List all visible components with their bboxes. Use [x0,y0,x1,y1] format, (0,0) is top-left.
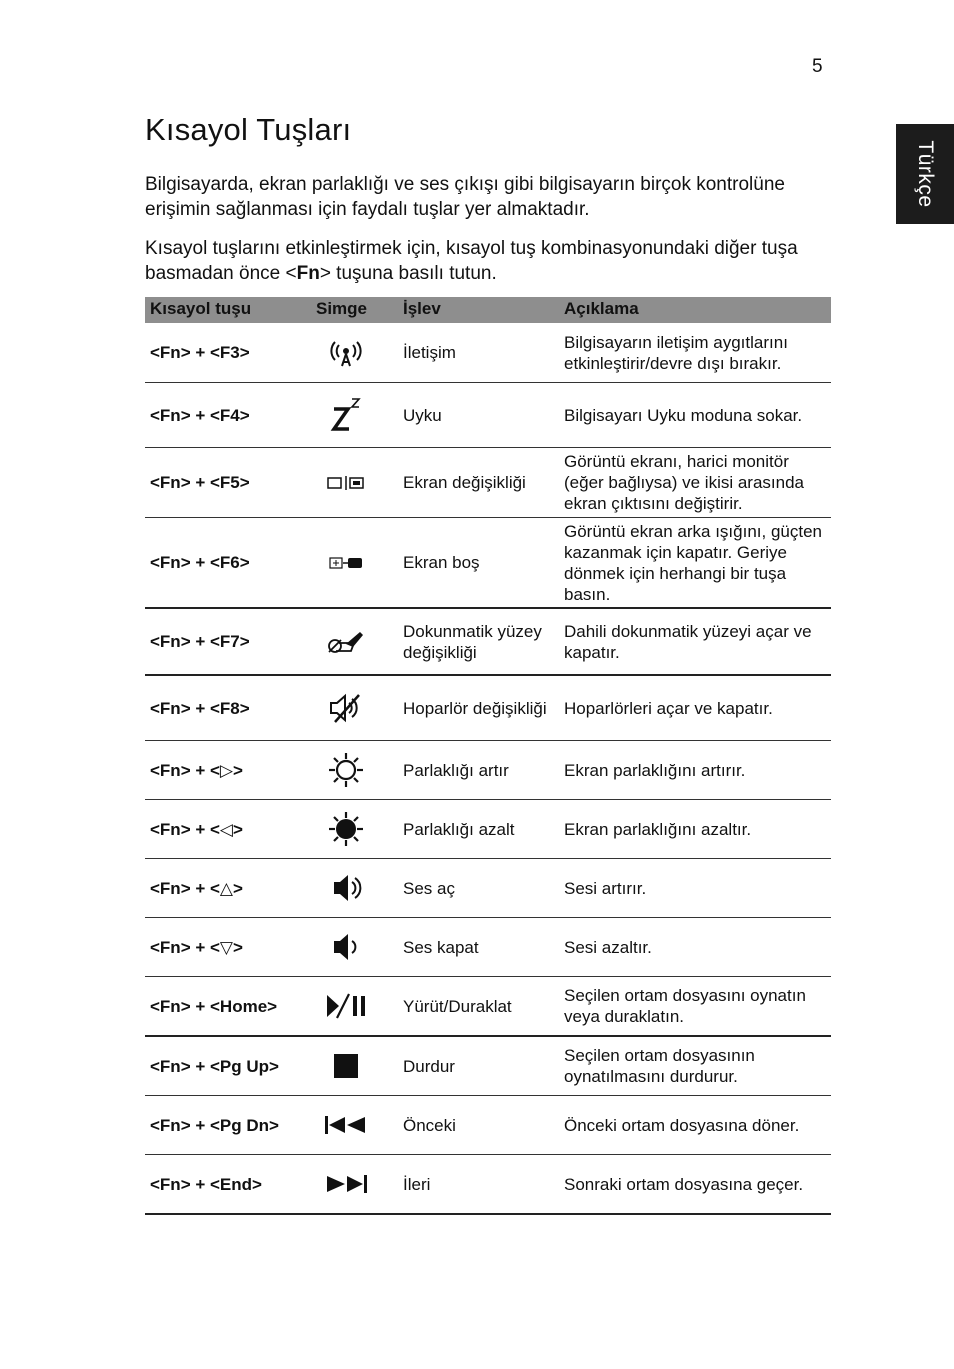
instruction-after: > tuşuna basılı tutun. [319,263,497,284]
header-icon: Simge [316,299,368,318]
next-icon [316,1155,376,1213]
shortcut-key: <Fn> + <▷> [150,760,243,780]
table-row [145,448,831,518]
shortcut-key: <Fn> + <F5> [150,473,250,492]
table-row [145,323,831,383]
function-label: Ekran boş [403,553,480,572]
table-row [145,800,831,859]
function-label: Hoparlör değişikliği [403,698,547,718]
instruction-paragraph [145,236,835,286]
instruction-before: Kısayol tuşlarını etkinleştirmek için, kısayol tuş kombinasyonundaki diğer tuşa basmadan önce < [145,238,798,284]
shortcut-key: <Fn> + <◁> [150,819,243,839]
display-toggle-icon [316,448,376,517]
shortcut-key: <Fn> + <△> [150,878,243,898]
stop-icon [316,1037,376,1095]
table-row [145,1037,831,1096]
table-row [145,741,831,800]
description-text: Bilgisayarın iletişim aygıtlarını etkinleştirir/devre dışı bırakır. [564,332,788,373]
header-description: Açıklama [564,299,639,318]
instruction-key: Fn [296,263,320,284]
table-header [145,297,831,323]
shortcut-key: <Fn> + <F8> [150,698,250,718]
function-label: Parlaklığı artır [403,760,509,780]
volume-down-icon [316,918,376,976]
volume-up-icon [316,859,376,917]
description-text: Sesi azaltır. [564,937,652,957]
description-text: Görüntü ekran arka ışığını, güçten kazanmak için kapatır. Geriye dönmek için herhangi bir tuşa basın. [564,521,822,604]
function-label: Parlaklığı azalt [403,819,515,839]
description-text: Seçilen ortam dosyasının oynatılmasını durdurur. [564,1046,755,1086]
description-text: Ekran parlaklığını artırır. [564,760,746,780]
description-text: Hoparlörleri açar ve kapatır. [564,698,773,718]
shortcut-key: <Fn> + <Pg Up> [150,1056,279,1076]
intro-paragraph: Bilgisayarda, ekran parlaklığı ve ses çıkışı gibi bilgisayarın birçok kontrolüne erişimin sağlanması için faydalı tuşlar yer almaktadır. [145,174,785,220]
table-row [145,518,831,609]
description-text: Sesi artırır. [564,878,647,898]
function-label: İleri [403,1174,431,1194]
function-label: Önceki [403,1115,456,1135]
table-row [145,1096,831,1155]
header-function: İşlev [403,299,441,318]
table-row [145,918,831,977]
play-pause-icon [316,977,376,1035]
function-label: Yürüt/Duraklat [403,996,512,1016]
function-label: Durdur [403,1056,455,1076]
touchpad-toggle-icon [316,609,376,674]
description-text: Sonraki ortam dosyasına geçer. [564,1174,804,1194]
shortcut-key: <Fn> + <▽> [150,937,243,957]
shortcut-key: <Fn> + <F6> [150,553,250,572]
sleep-icon [316,383,376,447]
shortcut-key: <Fn> + <F7> [150,632,250,651]
page-number: 5 [812,56,823,77]
brightness-down-icon [316,800,376,858]
shortcut-key: <Fn> + <End> [150,1174,262,1194]
table-row [145,383,831,448]
shortcut-key: <Fn> + <Home> [150,996,278,1016]
description-text: Bilgisayarı Uyku moduna sokar. [564,405,803,425]
function-label: Ses aç [403,878,455,898]
description-text: Dahili dokunmatik yüzeyi açar ve kapatır. [564,621,812,662]
shortcut-table [145,297,831,1215]
header-shortcut: Kısayol tuşu [150,299,252,318]
function-label: Dokunmatik yüzey değişikliği [403,621,542,662]
function-label: Ekran değişikliği [403,473,526,492]
function-label: Ses kapat [403,937,479,957]
shortcut-key: <Fn> + <F4> [150,405,250,425]
function-label: Uyku [403,405,442,425]
shortcut-key: <Fn> + <F3> [150,343,250,362]
brightness-up-icon [316,741,376,799]
table-row [145,977,831,1037]
language-tab-label: Türkçe [914,140,937,208]
wireless-icon [316,323,376,382]
description-text: Görüntü ekranı, harici monitör (eğer bağlıysa) ve ikisi arasında ekran çıktısını değiştirir. [564,452,805,513]
previous-icon [316,1096,376,1154]
table-row [145,676,831,741]
speaker-toggle-icon [316,676,376,740]
shortcut-key: <Fn> + <Pg Dn> [150,1115,279,1135]
language-tab [896,124,954,224]
table-row [145,609,831,676]
description-text: Önceki ortam dosyasına döner. [564,1115,800,1135]
description-text: Ekran parlaklığını azaltır. [564,819,752,839]
description-text: Seçilen ortam dosyasını oynatın veya duraklatın. [564,986,806,1026]
table-row [145,1155,831,1215]
page-title: Kısayol Tuşları [145,112,352,147]
function-label: İletişim [403,343,456,362]
display-off-icon [316,518,376,607]
table-row [145,859,831,918]
